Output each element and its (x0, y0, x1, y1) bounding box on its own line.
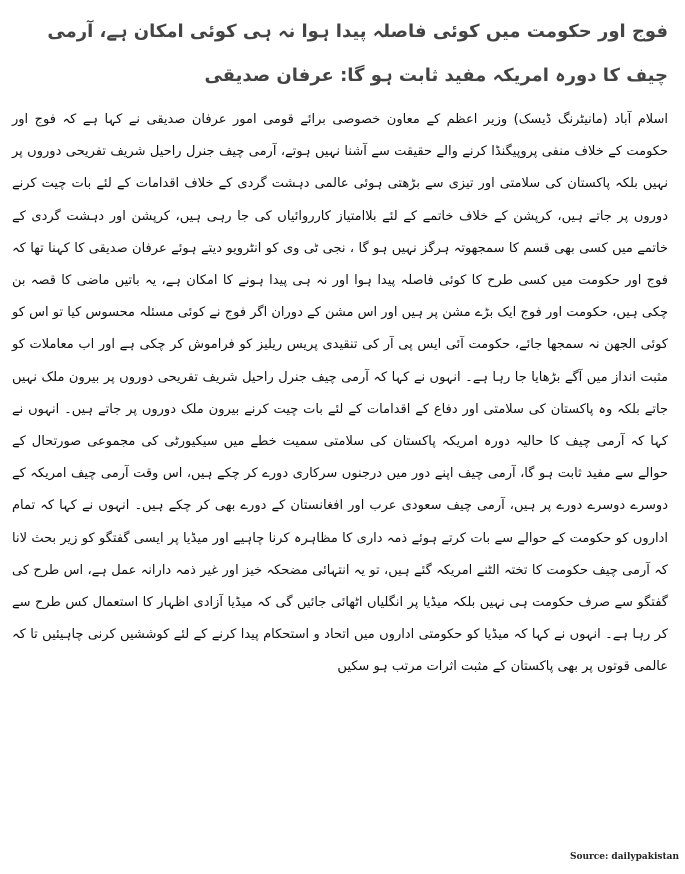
source-credit: Source: dailypakistan (569, 852, 679, 862)
article-headline: فوج اور حکومت میں کوئی فاصلہ پیدا ہوا نہ ہی کوئی امکان ہے، آرمی چیف کا دورہ امریکہ مفید ثابت ہو گا: عرفان صدیقی (47, 21, 668, 86)
news-article (12, 10, 672, 864)
article-body: اسلام آباد (مانیٹرنگ ڈیسک) وزیر اعظم کے معاون خصوصی برائے قومی امور عرفان صدیقی نے کہا ہے کہ فوج اور حکومت کے خلاف منفی پروپیگنڈا کرنے والے حقیقت سے آشنا نہیں ہوتے، آرمی چیف جنرل راحیل شریف تفریحی دوروں پر نہیں بلکہ پاکستان کی سلامتی اور تیزی سے بڑھتی ہوئی عالمی دہشت گردی کے خلاف اقدامات کے لئے بات چیت کرنے دوروں پر جاتے ہیں، کرپشن کے خلاف خاتمے کے لئے بلاامتیاز کارروائیاں کی جا رہی ہیں، کرپشن اور دہشت گردی کے خاتمے میں کسی بھی قسم کا سمجھوتہ ہرگز نہیں ہو گا ، نجی ٹی وی کو انٹرویو دیتے ہوئے عرفان صدیقی کا کہنا تھا کہ فوج اور حکومت میں کسی طرح کا کوئی فاصلہ پیدا ہوا اور نہ ہی پیدا ہونے کا امکان ہے، یہ باتیں ماضی کا قصہ بن چکی ہیں، حکومت اور فوج ایک بڑے مشن پر ہیں اور اس مشن کے دوران اگر فوج نے کوئی مسئلہ محسوس کیا تو اس کو کوئی الجھن نہ سمجھا جائے، حکومت آئی ایس پی آر کی تنقیدی پریس ریلیز کو فراموش کر چکی ہے اور اب معاملات کو مثبت انداز میں آگے بڑھایا جا رہا ہے۔ انہوں نے کہا کہ آرمی چیف جنرل راحیل شریف تفریحی دوروں پر بیرون ملک نہیں جاتے بلکہ وہ پاکستان کی سلامتی اور دفاع کے اقدامات کے لئے بات چیت کرنے بیرون ملک دوروں پر جاتے ہیں۔ انہوں نے کہا کہ آرمی چیف کا حالیہ دورہ امریکہ پاکستان کی سلامتی سمیت خطے میں سیکیورٹی کی مجموعی صورتحال کے حوالے سے مفید ثابت ہو گا، آرمی چیف اپنے دور میں درجنوں سرکاری دورے کر چکے ہیں، اس وقت آرمی چیف امریکہ کے دوسرے دوسرے دورے پر ہیں، آرمی چیف سعودی عرب اور افغانستان کے دورے بھی کر چکے ہیں۔ انہوں نے کہا کہ تمام اداروں کو حکومت کے حوالے سے بات کرتے ہوئے ذمہ داری کا مظاہرہ کرنا چاہیے اور میڈیا پر ایسی گفتگو کو زیر بحث لانا کہ آرمی چیف حکومت کا تختہ الٹنے امریکہ گئے ہیں، تو یہ انتہائی مضحکہ خیز اور غیر ذمہ دارانہ عمل ہے، اس طرح کی گفتگو سے صرف حکومت ہی نہیں بلکہ میڈیا پر انگلیاں اٹھائی جائیں گی کہ میڈیا آزادی اظہار کا استعمال کس طرح سے کر رہا ہے۔ انہوں نے کہا کہ میڈیا کو حکومتی اداروں میں اتحاد و استحکام پیدا کرنے کے لئے کوششیں کرنی چاہیئیں تا کہ عالمی قوتوں پر بھی پاکستان کے مثبت اثرات مرتب ہو سکیں (12, 112, 668, 675)
